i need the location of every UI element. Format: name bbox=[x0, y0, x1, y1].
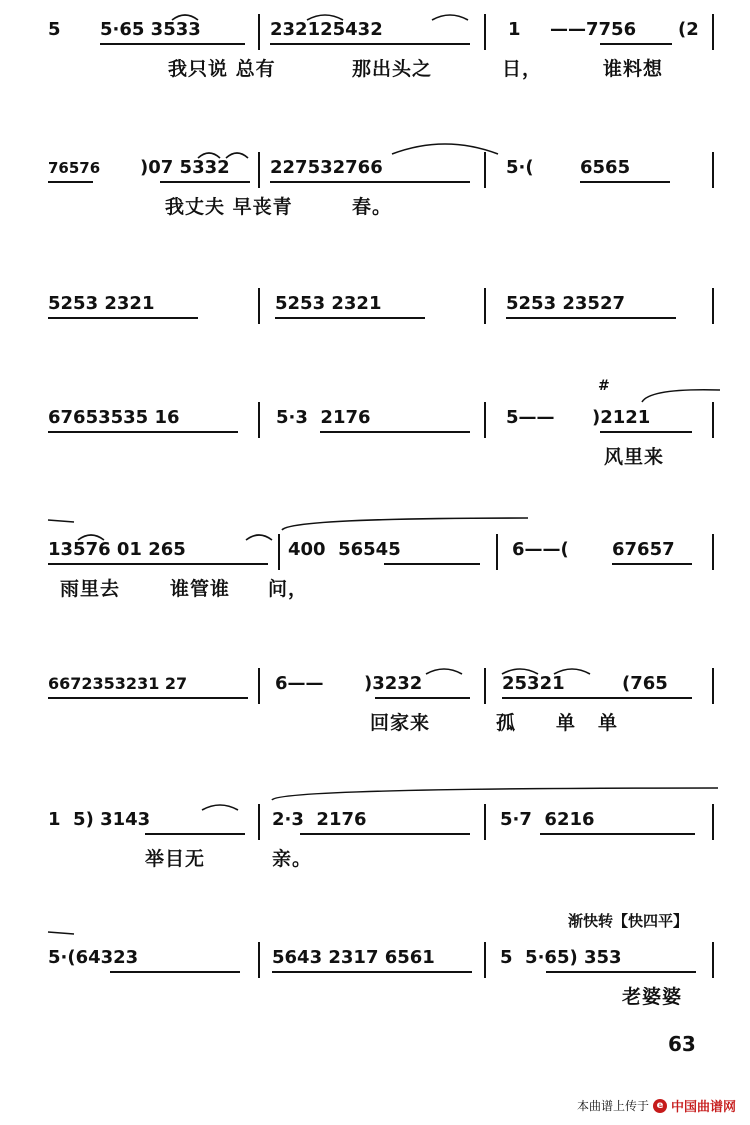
note-group: 5253 2321 bbox=[275, 293, 382, 314]
bar-line bbox=[278, 534, 280, 570]
bar-line bbox=[484, 668, 486, 704]
note-group: 5253 23527 bbox=[506, 293, 625, 314]
score-system-5 bbox=[0, 530, 750, 640]
beam-line bbox=[502, 697, 692, 699]
footer-text: 本曲谱上传于 bbox=[576, 1099, 649, 1113]
bar-line bbox=[484, 804, 486, 840]
slur bbox=[270, 786, 720, 802]
lyric: 问， bbox=[268, 578, 309, 600]
beam-line bbox=[160, 181, 250, 183]
note-group: 5·3 2176 bbox=[276, 407, 371, 428]
beam-line bbox=[48, 181, 93, 183]
note-group: 76576 bbox=[48, 159, 101, 177]
bar-line bbox=[484, 402, 486, 438]
bar-line bbox=[712, 288, 714, 324]
note-group: 5·( bbox=[506, 157, 534, 178]
note-group: 6—— bbox=[275, 673, 324, 694]
bar-line bbox=[496, 534, 498, 570]
tempo-marking: 渐快转【快四平】 bbox=[568, 912, 689, 930]
note-group: 5—— bbox=[506, 407, 555, 428]
note-group: (2 bbox=[678, 19, 699, 40]
note-group: 1 5) 3143 bbox=[48, 809, 151, 830]
note-group: 6——( bbox=[512, 539, 569, 560]
beam-line bbox=[275, 317, 425, 319]
slur bbox=[552, 664, 592, 676]
slur bbox=[244, 530, 274, 542]
bar-line bbox=[258, 288, 260, 324]
bar-line bbox=[712, 534, 714, 570]
lyric: 春。 bbox=[352, 196, 393, 218]
score-system-2 bbox=[0, 148, 750, 258]
beam-line bbox=[272, 971, 472, 973]
lyric: 回家来 bbox=[370, 712, 431, 734]
slur bbox=[430, 10, 470, 22]
beam-line bbox=[384, 563, 480, 565]
note-group: 5·(64323 bbox=[48, 947, 139, 968]
slur bbox=[46, 518, 76, 532]
lyric: 雨里去 bbox=[60, 578, 121, 600]
note-group: 5 5·65) 353 bbox=[500, 947, 622, 968]
note-group: )07 5332 bbox=[140, 157, 230, 178]
note-group: ——7756 bbox=[550, 19, 637, 40]
bar-line bbox=[258, 402, 260, 438]
lyric: 我丈夫 早丧青 bbox=[165, 196, 293, 218]
sharp-sign: # bbox=[598, 378, 610, 394]
score-system-1 bbox=[0, 10, 750, 120]
note-group: )2121 bbox=[592, 407, 651, 428]
lyric: 亲。 bbox=[272, 848, 313, 870]
note-group: 67657 bbox=[612, 539, 675, 560]
beam-line bbox=[600, 43, 672, 45]
note-group: 400 56545 bbox=[288, 539, 401, 560]
lyric: 风里来 bbox=[604, 446, 665, 468]
lyric: 我只说 总有 bbox=[168, 58, 276, 80]
score-system-3 bbox=[0, 284, 750, 394]
bar-line bbox=[712, 14, 714, 50]
score-system-4 bbox=[0, 378, 750, 508]
note-group: 13576 01 265 bbox=[48, 539, 186, 560]
beam-line bbox=[600, 431, 692, 433]
page-number: 63 bbox=[668, 1032, 696, 1056]
beam-line bbox=[540, 833, 695, 835]
slur bbox=[76, 530, 106, 542]
score-system-7 bbox=[0, 800, 750, 910]
score-system-8 bbox=[0, 938, 750, 1048]
bar-line bbox=[258, 668, 260, 704]
note-group: 1 bbox=[508, 19, 521, 40]
bar-line bbox=[258, 942, 260, 978]
footer-brand: 中国曲谱网 bbox=[670, 1100, 736, 1115]
lyric: 那出头之 bbox=[352, 58, 433, 80]
bar-line bbox=[484, 14, 486, 50]
beam-line bbox=[110, 971, 240, 973]
lyric: 单 bbox=[556, 712, 577, 734]
beam-line bbox=[546, 971, 696, 973]
beam-line bbox=[580, 181, 670, 183]
beam-line bbox=[100, 43, 245, 45]
beam-line bbox=[48, 697, 248, 699]
beam-line bbox=[48, 563, 268, 565]
slur bbox=[390, 136, 500, 156]
bar-line bbox=[712, 152, 714, 188]
note-group: 5·65 3533 bbox=[100, 19, 201, 40]
note-group: 25321 bbox=[502, 673, 565, 694]
note-group: 227532766 bbox=[270, 157, 383, 178]
bar-line bbox=[484, 152, 486, 188]
bar-line bbox=[484, 942, 486, 978]
note-group: )3232 bbox=[364, 673, 423, 694]
bar-line bbox=[258, 804, 260, 840]
note-group: 2·3 2176 bbox=[272, 809, 367, 830]
lyric: 孤 bbox=[496, 712, 517, 734]
slur bbox=[196, 148, 222, 160]
beam-line bbox=[145, 833, 245, 835]
beam-line bbox=[320, 431, 470, 433]
lyric: 举目无 bbox=[145, 848, 206, 870]
site-logo-icon: e bbox=[653, 1099, 667, 1113]
bar-line bbox=[712, 942, 714, 978]
note-group: 232125432 bbox=[270, 19, 383, 40]
note-group: 67653535 16 bbox=[48, 407, 180, 428]
lyric: 谁料想 bbox=[603, 58, 664, 80]
score-system-6 bbox=[0, 664, 750, 774]
watermark-footer bbox=[577, 1096, 736, 1115]
lyric: 老婆婆 bbox=[622, 986, 683, 1008]
note-group: 6565 bbox=[580, 157, 631, 178]
note-group: 5·7 6216 bbox=[500, 809, 595, 830]
slur bbox=[424, 664, 464, 676]
lyric: 单 bbox=[598, 712, 619, 734]
beam-line bbox=[48, 317, 198, 319]
beam-line bbox=[300, 833, 470, 835]
slur bbox=[200, 800, 240, 812]
bar-line bbox=[258, 152, 260, 188]
bar-line bbox=[712, 668, 714, 704]
note-group: 5 bbox=[48, 19, 61, 40]
slur bbox=[640, 388, 722, 404]
slur bbox=[280, 516, 530, 532]
beam-line bbox=[375, 697, 470, 699]
slur bbox=[224, 148, 250, 160]
slur bbox=[170, 10, 200, 22]
bar-line bbox=[484, 288, 486, 324]
lyric: 谁管谁 bbox=[170, 578, 231, 600]
note-group: 6672353231 27 bbox=[48, 674, 188, 693]
slur bbox=[500, 664, 540, 676]
beam-line bbox=[506, 317, 676, 319]
bar-line bbox=[712, 804, 714, 840]
slur bbox=[305, 10, 345, 22]
beam-line bbox=[48, 431, 238, 433]
note-group: 5253 2321 bbox=[48, 293, 155, 314]
beam-line bbox=[612, 563, 692, 565]
bar-line bbox=[258, 14, 260, 50]
lyric: 日， bbox=[502, 58, 543, 80]
slur bbox=[46, 930, 76, 942]
beam-line bbox=[270, 181, 470, 183]
beam-line bbox=[270, 43, 470, 45]
note-group: (765 bbox=[622, 673, 668, 694]
note-group: 5643 2317 6561 bbox=[272, 947, 435, 968]
bar-line bbox=[712, 402, 714, 438]
